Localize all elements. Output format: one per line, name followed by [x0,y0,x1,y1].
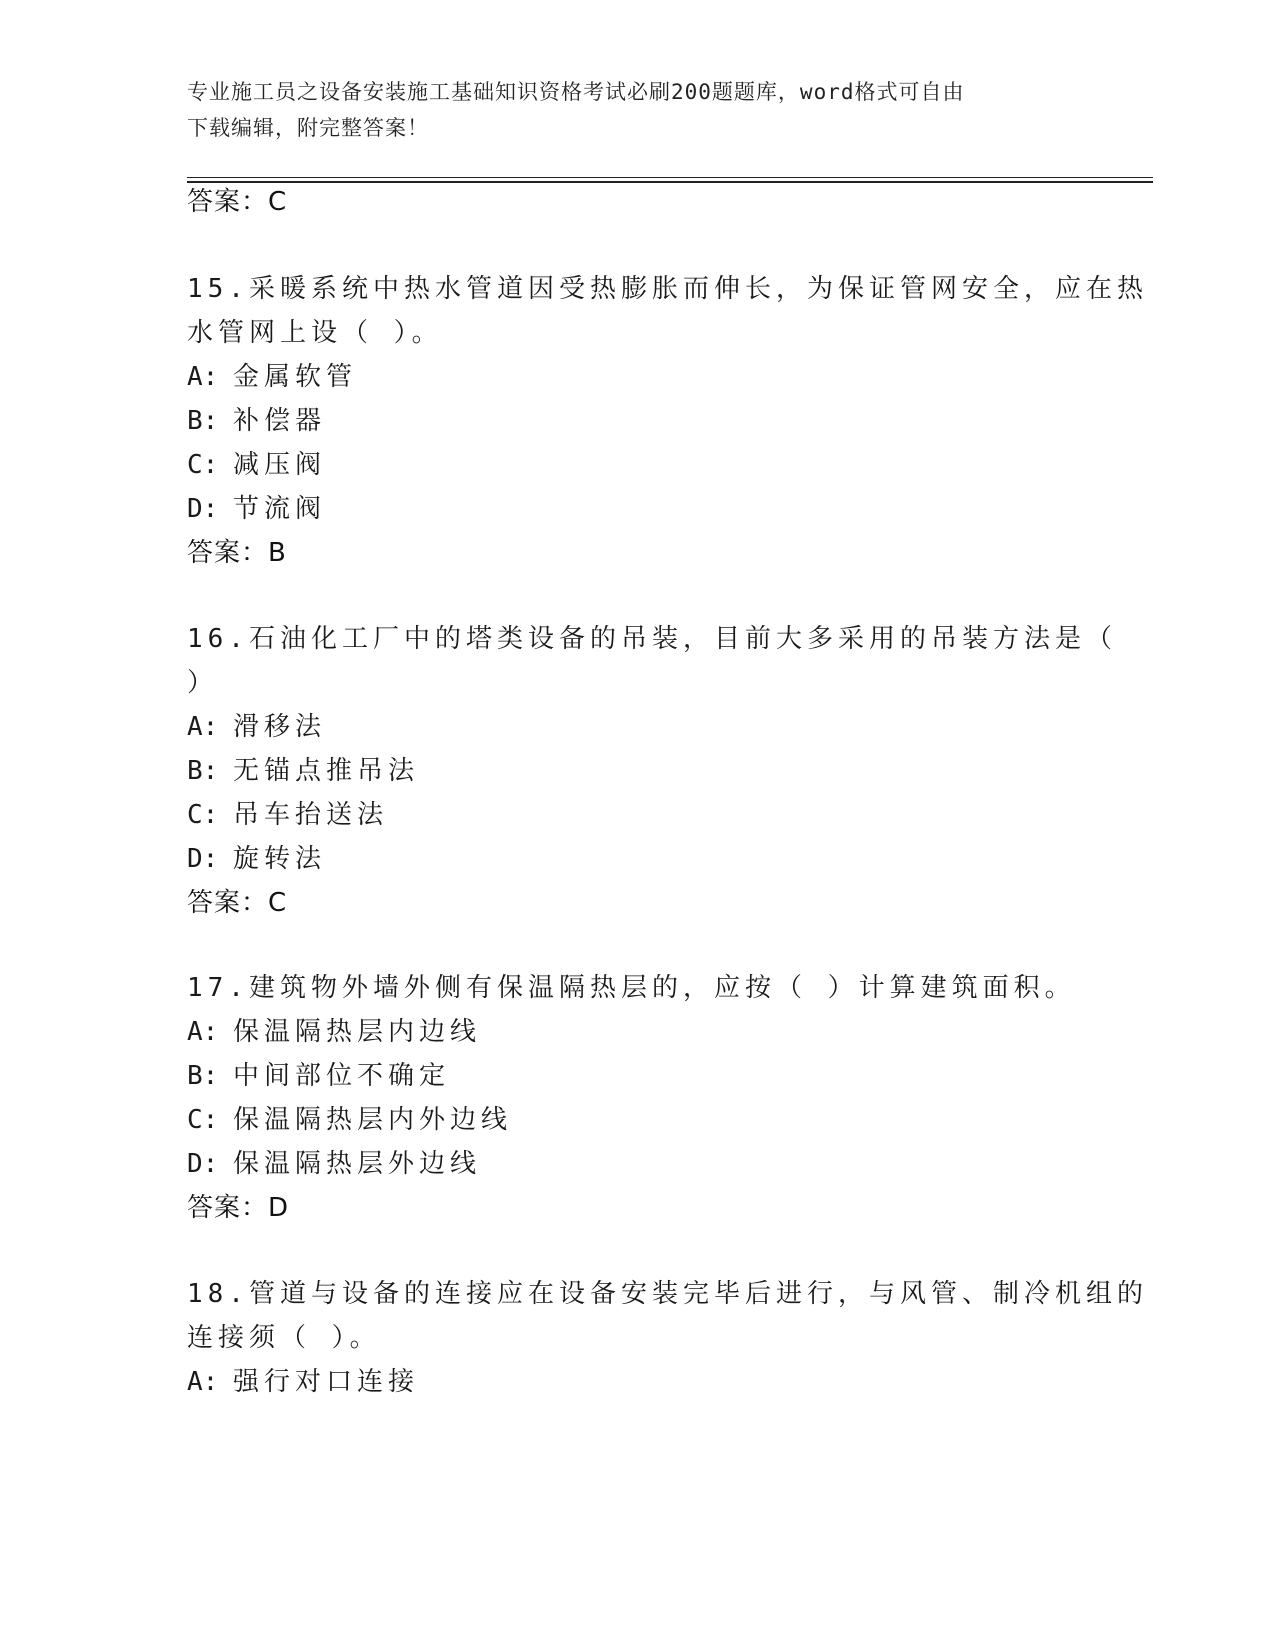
question-17-option-c: C: 保温隔热层内外边线 [187,1105,513,1135]
question-15-option-c: C: 减压阀 [187,450,327,480]
question-16-option-c: C: 吊车抬送法 [187,800,389,830]
question-18-line-2: 连接须（ ）。 [187,1323,381,1353]
question-16-option-b: B: 无锚点推吊法 [187,756,420,786]
question-16-option-d: D: 旋转法 [187,844,327,874]
question-17-option-a: A: 保温隔热层内边线 [187,1017,482,1047]
question-17-line-1: 17.建筑物外墙外侧有保温隔热层的，应按（ ）计算建筑面积。 [187,973,1076,1003]
answer-14: 答案：C [187,187,288,217]
question-15-line-2: 水管网上设（ ）。 [187,318,443,348]
question-17-option-b: B: 中间部位不确定 [187,1061,451,1091]
header-line-1: 专业施工员之设备安装施工基础知识资格考试必刷200题题库，word格式可自由 [187,80,965,104]
question-15-option-d: D: 节流阀 [187,494,327,524]
question-15-option-a: A: 金属软管 [187,362,358,392]
answer-15: 答案：B [187,538,287,568]
question-16-option-a: A: 滑移法 [187,712,327,742]
answer-16: 答案：C [187,888,288,918]
question-15-option-b: B: 补偿器 [187,406,327,436]
question-15-line-1: 15.采暖系统中热水管道因受热膨胀而伸长，为保证管网安全，应在热 [187,274,1148,304]
question-16-line-1: 16.石油化工厂中的塔类设备的吊装，目前大多采用的吊装方法是（ [187,624,1117,654]
question-18-line-1: 18.管道与设备的连接应在设备安装完毕后进行，与风管、制冷机组的 [187,1279,1148,1309]
header-line-2: 下载编辑，附完整答案！ [187,116,429,140]
header-rule-thin [187,177,1153,178]
question-16-line-2: ） [187,668,219,698]
question-18-option-a: A: 强行对口连接 [187,1367,420,1397]
answer-17: 答案：D [187,1193,290,1223]
header-rule-thick [187,181,1153,183]
document-header [187,74,1067,146]
question-17-option-d: D: 保温隔热层外边线 [187,1149,482,1179]
